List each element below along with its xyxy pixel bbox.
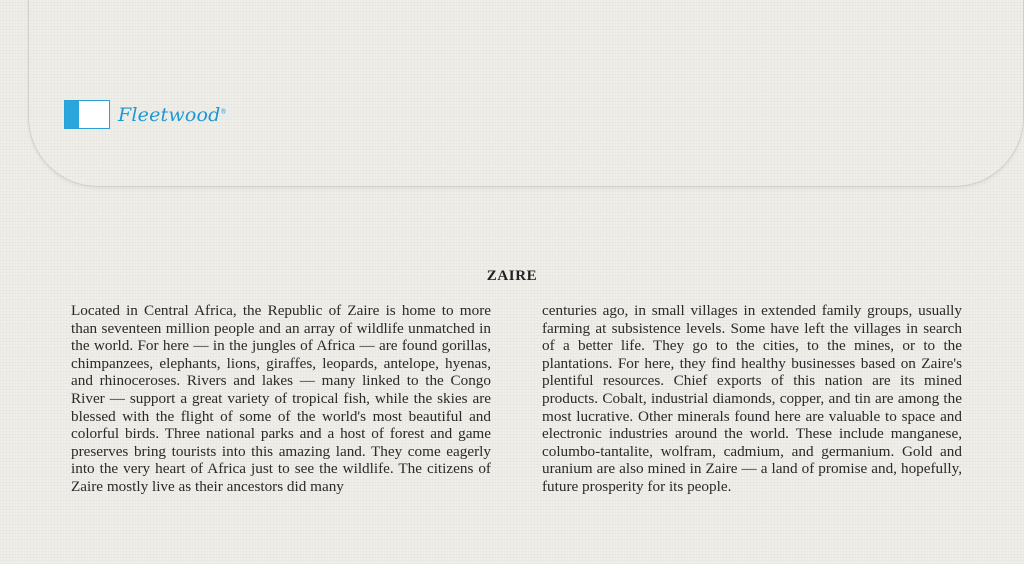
registered-mark: ® <box>220 108 227 116</box>
brand-name <box>118 104 227 126</box>
logo-fill-bar <box>65 101 79 128</box>
brand-name-text: Fleetwood <box>118 103 221 126</box>
article-right-column: centuries ago, in small villages in extended family groups, usually farming at subsistence levels. Some have left the villages in search of a better life. They go to the cities, to the mines, or to the plantations. For here, they find healthy businesses based on Zaire's plentiful resources. Chief exports of this nation are its mined products. Cobalt, industrial diamonds, copper, and tin are among the most lucrative. Other minerals found here are valuable to space and electronic industries around the world. These include manganese, columbo-tantalite, wolfram, cadmium, and germanium. Gold and uranium are also mined in Zaire — a land of promise and, hopefully, future prosperity for its people. <box>542 302 962 495</box>
article-heading: ZAIRE <box>486 268 538 284</box>
article-left-column: Located in Central Africa, the Republic of Zaire is home to more than seventeen million people and an array of wildlife unmatched in the world. For here — in the jungles of Africa — are found gorillas, chimpanzees, elephants, lions, giraffes, leopards, antelope, hyenas, and rhinoceroses. Rivers and lakes — many linked to the Congo River — support a great variety of tropical fish, while the skies are blessed with the flight of some of the world's most beautiful and colorful birds. Three national parks and a host of forest and game preserves bring tourists into this amazing land. They come eagerly into the very heart of Africa just to see the wildlife. The citizens of Zaire mostly live as their ancestors did many <box>71 302 491 495</box>
fleetwood-logo-icon <box>64 100 110 129</box>
brand-logo <box>64 99 227 130</box>
logo-blank-panel <box>79 101 109 128</box>
envelope-flap <box>28 0 1024 187</box>
